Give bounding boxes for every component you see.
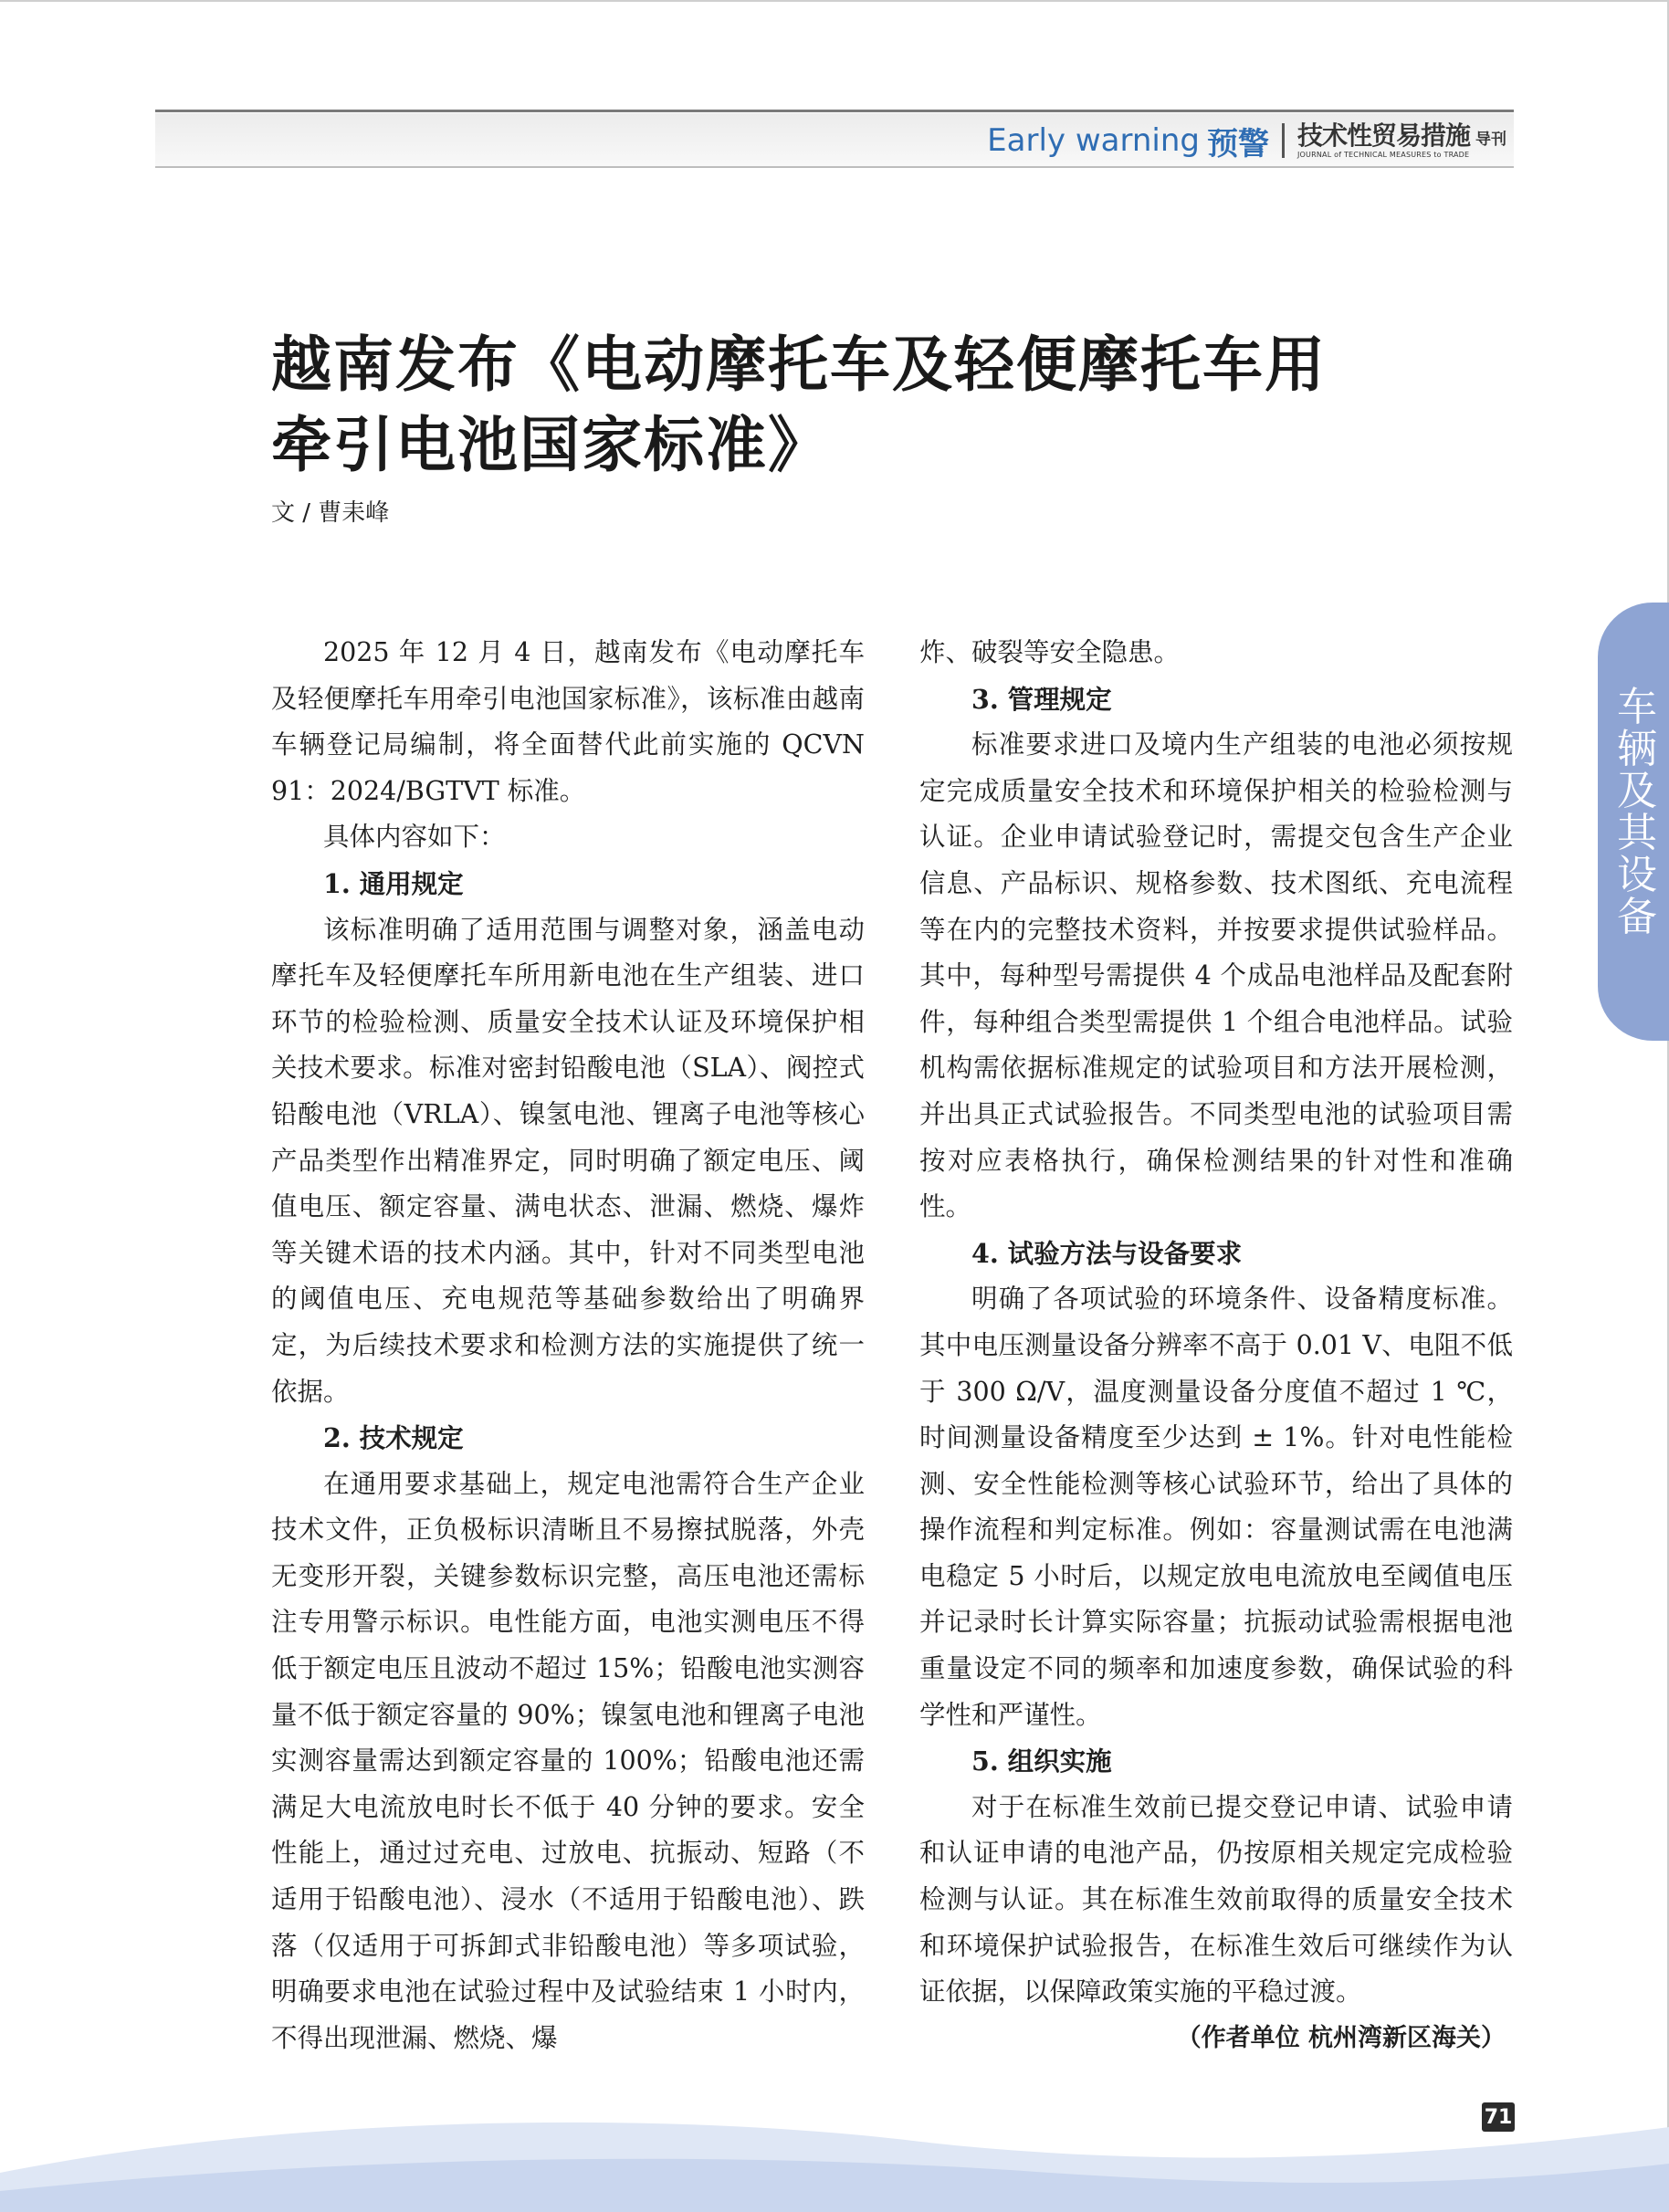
body-paragraph-intro: 2025 年 12 月 4 日，越南发布《电动摩托车及轻便摩托车用牵引电池国家标准》，该标准由越南车辆登记局编制，将全面替代此前实施的 QCVN 91：2024/BGTVT 标准。 — [271, 637, 865, 806]
side-tab-char: 及 — [1617, 768, 1657, 814]
journal-name: 技术性贸易措施 — [1296, 120, 1470, 151]
side-tab-char: 设 — [1617, 852, 1657, 898]
body-paragraph-technical: 在通用要求基础上，规定电池需符合生产企业技术文件，正负极标识清晰且不易擦拭脱落，外壳无变形开裂，关键参数标识完整，高压电池还需标注专用警示标识。电性能方面，电池实测电压不得低于额定电压且波动不超过 15%；铅酸电池实测容量不低于额定容量的 90%；镍氢电池和锂离子电池实测容量需达到额定容量的 100%；铅酸电池还需满足大电流放电时长不低于 40 分钟的要求。安全性能上，通过过充电、过放电、抗振动、短路（不适用于铅酸电池）、浸水（不适用于铅酸电池）、跌落（仅适用于可拆卸式非铅酸电池）等多项试验，明确要求电池在试验过程中及试验结束 1 小时内，不得出现泄漏、燃烧、爆 — [271, 1468, 865, 2053]
side-tab-char: 备 — [1617, 894, 1657, 940]
journal-logo — [1296, 120, 1506, 159]
side-tab-char: 辆 — [1617, 726, 1657, 772]
header-separator — [1282, 123, 1285, 158]
side-tab-char: 车 — [1617, 684, 1657, 730]
body-column-left — [271, 630, 865, 2061]
section-heading-implementation: 5. 组织实施 — [971, 1745, 1112, 1777]
journal-name-en: JOURNAL of TECHNICAL MEASURES to TRADE — [1296, 150, 1470, 159]
article-title-line-1: 越南发布《电动摩托车及轻便摩托车用 — [271, 330, 1327, 400]
body-column-right — [919, 630, 1513, 2061]
byline: 文 / 曹耒峰 — [271, 499, 390, 527]
section-label-zh: 预警 — [1206, 125, 1269, 162]
section-heading-test-methods: 4. 试验方法与设备要求 — [971, 1237, 1243, 1269]
body-paragraph-implementation: 对于在标准生效前已提交登记申请、试验申请和认证申请的电池产品，仍按原相关规定完成检验检测与认证。其在标准生效前取得的质量安全技术和环境保护试验报告，在标准生效后可继续作为认证依据，以保障政策实施的平稳过渡。 — [919, 1791, 1513, 2008]
journal-tag: 导刊 — [1475, 130, 1506, 149]
body-paragraph-general: 该标准明确了适用范围与调整对象，涵盖电动摩托车及轻便摩托车所用新电池在生产组装、进口环节的检验检测、质量安全技术认证及环境保护相关技术要求。标准对密封铅酸电池（SLA）、阀控式铅酸电池（VRLA）、镍氢电池、锂离子电池等核心产品类型作出精准界定，同时明确了额定电压、阈值电压、额定容量、满电状态、泄漏、燃烧、爆炸等关键术语的技术内涵。其中，针对不同类型电池的阈值电压、充电规范等基础参数给出了明确界定，为后续技术要求和检测方法的实施提供了统一依据。 — [271, 914, 865, 1407]
body-paragraph-technical-continued: 炸、破裂等安全隐患。 — [919, 637, 1181, 667]
article-title-line-2: 牵引电池国家标准》 — [271, 410, 830, 480]
top-border-line — [0, 0, 1669, 2]
article-title — [271, 325, 1458, 486]
author-affiliation: （作者单位 杭州湾新区海关） — [1176, 2023, 1506, 2052]
header-rule — [155, 110, 1514, 112]
side-tab-char: 其 — [1617, 810, 1657, 856]
section-label-en: Early warning — [987, 122, 1200, 159]
page-number: 71 — [1482, 2102, 1515, 2132]
section-heading-management: 3. 管理规定 — [971, 683, 1112, 715]
body-paragraph-test-methods: 明确了各项试验的环境条件、设备精度标准。其中电压测量设备分辨率不高于 0.01 V、电阻不低于 300 Ω/V，温度测量设备分度值不超过 1 ℃，时间测量设备精度至少达到 ± 1%。针对电性能检测、安全性能检测等核心试验环节，给出了具体的操作流程和判定标准。例如：容量测试需在电池满电稳定 5 小时后，以规定放电电流放电至阈值电压并记录时长计算实际容量；抗振动试验需根据电池重量设定不同的频率和加速度参数，确保试验的科学性和严谨性。 — [919, 1284, 1513, 1730]
running-header — [155, 113, 1514, 168]
section-heading-general: 1. 通用规定 — [323, 867, 464, 899]
body-paragraph-management: 标准要求进口及境内生产组装的电池必须按规定完成质量安全技术和环境保护相关的检验检测与认证。企业申请试验登记时，需提交包含生产企业信息、产品标识、规格参数、技术图纸、充电流程等在内的完整技术资料，并按要求提供试验样品。其中，每种型号需提供 4 个成品电池样品及配套附件，每种组合类型需提供 1 个组合电池样品。试验机构需依据标准规定的试验项目和方法开展检测，并出具正式试验报告。不同类型电池的试验项目需按对应表格执行，确保检测结果的针对性和准确性。 — [919, 729, 1513, 1222]
footer-wave-decoration — [0, 2100, 1669, 2212]
body-paragraph-lead: 具体内容如下： — [323, 822, 506, 853]
running-header-right — [987, 119, 1514, 162]
section-heading-technical: 2. 技术规定 — [323, 1422, 464, 1454]
section-side-tab-label — [1605, 684, 1669, 940]
journal-logo-row — [1296, 120, 1506, 151]
